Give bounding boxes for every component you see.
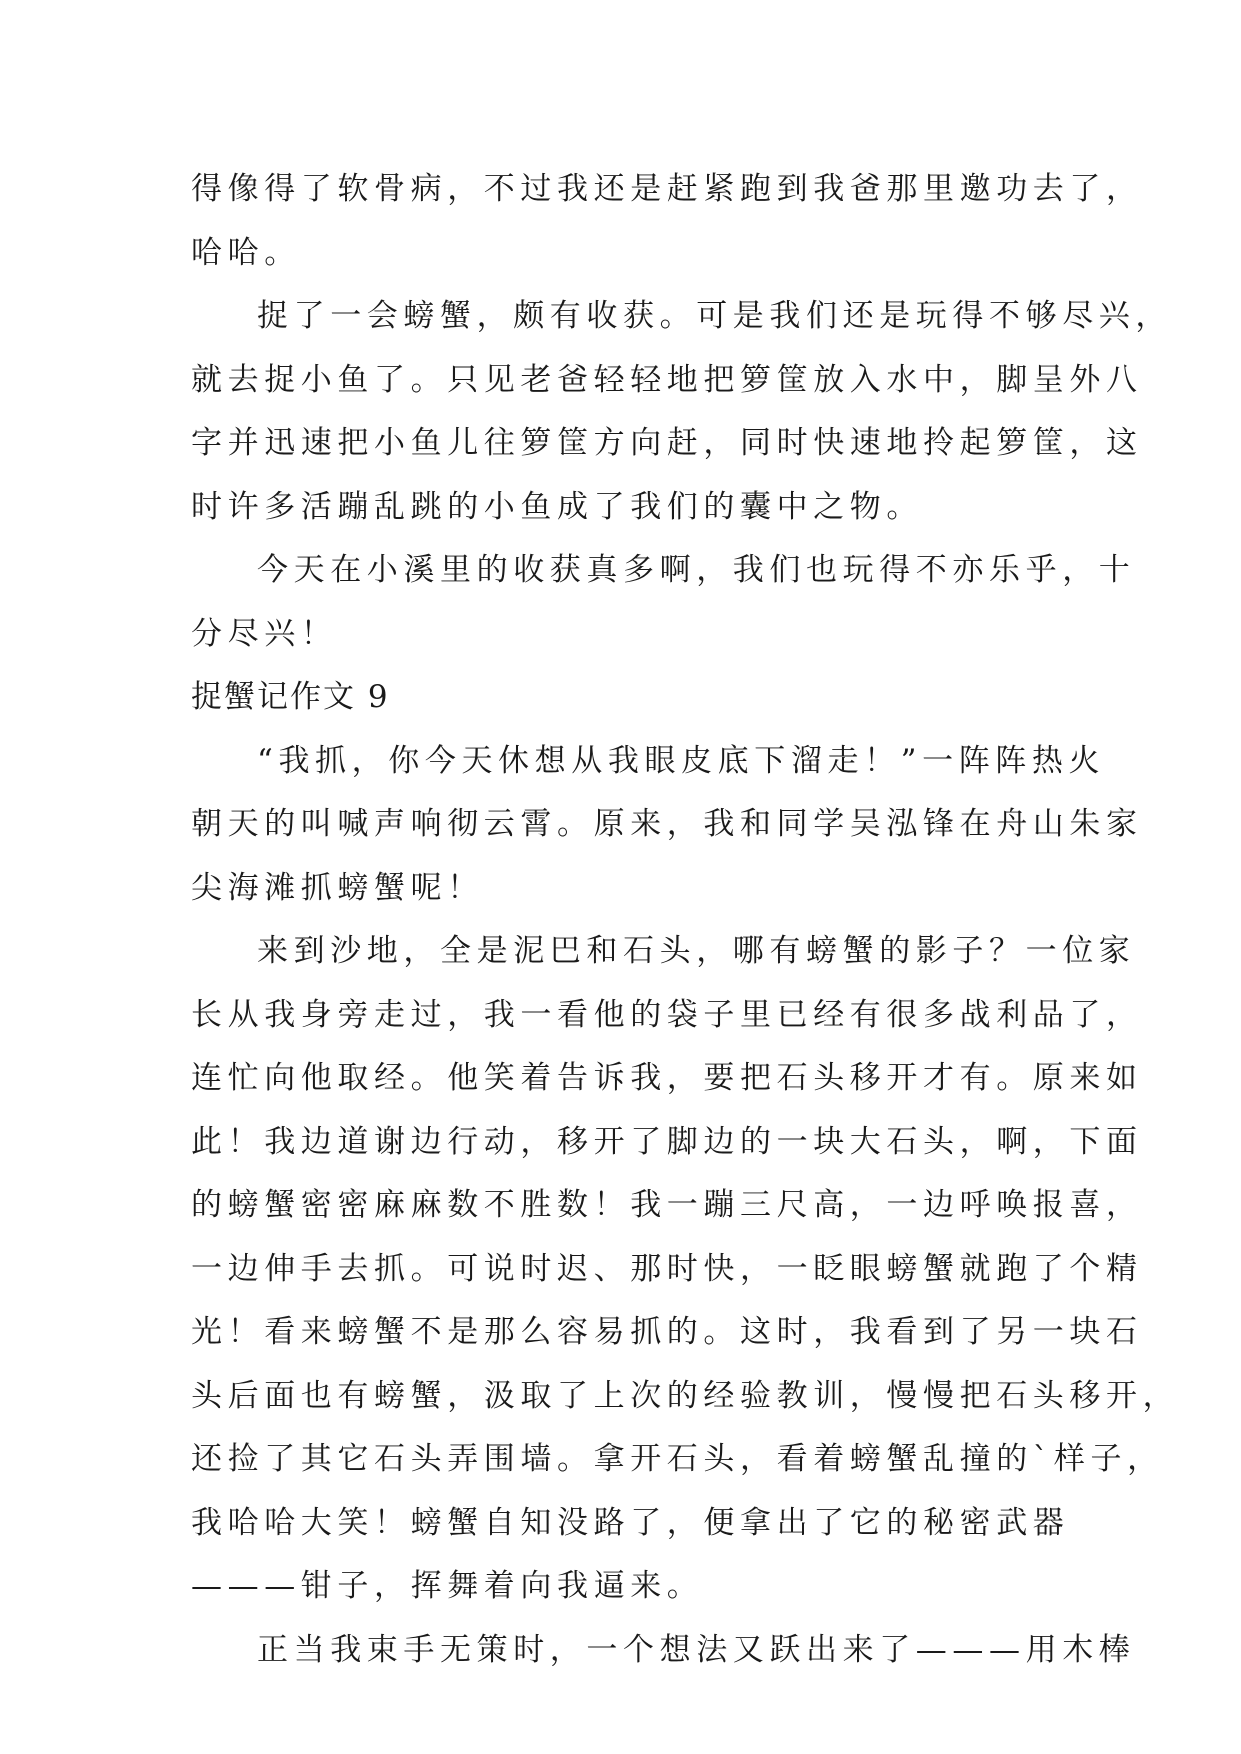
- paragraph-first-line: 正当我束手无策时，一个想法又跃出来了———用木棒: [257, 1631, 1136, 1668]
- text-line: 我哈哈大笑！螃蟹自知没路了，便拿出了它的秘密武器: [191, 1504, 1070, 1541]
- text-line: 还捡了其它石头弄围墙。拿开石头，看着螃蟹乱撞的`样子，: [191, 1441, 1164, 1477]
- text-line: 朝天的叫喊声响彻云霄。原来，我和同学吴泓锋在舟山朱家: [191, 806, 1143, 842]
- text-line: 时许多活蹦乱跳的小鱼成了我们的囊中之物。: [191, 488, 923, 525]
- text-line: 分尽兴！: [191, 615, 338, 652]
- text-line: 字并迅速把小鱼儿往箩筐方向赶，同时快速地拎起箩筐，这: [191, 425, 1143, 461]
- section-title: 捉蟹记作文 9: [191, 679, 390, 715]
- paragraph-first-line: 今天在小溪里的收获真多啊，我们也玩得不亦乐乎，十: [257, 552, 1136, 588]
- paragraph-first-line: 来到沙地，全是泥巴和石头，哪有螃蟹的影子？一位家: [257, 933, 1136, 969]
- text-line: 得像得了软骨病，不过我还是赶紧跑到我爸那里邀功去了，: [191, 171, 1143, 207]
- text-line: 长从我身旁走过，我一看他的袋子里已经有很多战利品了，: [191, 996, 1143, 1033]
- text-line: 就去捉小鱼了。只见老爸轻轻地把箩筐放入水中，脚呈外八: [191, 361, 1143, 398]
- text-line: ———钳子，挥舞着向我逼来。: [191, 1568, 704, 1604]
- text-line: 哈哈。: [191, 234, 301, 271]
- document-page: [191, 158, 1180, 1682]
- paragraph-first-line: “我抓，你今天休想从我眼皮底下溜走！”一阵阵热火: [257, 742, 1106, 779]
- text-line: 光！看来螃蟹不是那么容易抓的。这时，我看到了另一块石: [191, 1314, 1143, 1350]
- text-line: 连忙向他取经。他笑着告诉我，要把石头移开才有。原来如: [191, 1060, 1143, 1096]
- text-line: 一边伸手去抓。可说时迟、那时快，一眨眼螃蟹就跑了个精: [191, 1250, 1143, 1287]
- text-line: 的螃蟹密密麻麻数不胜数！我一蹦三尺高，一边呼唤报喜，: [191, 1187, 1143, 1223]
- text-line: 尖海滩抓螃蟹呢！: [191, 869, 484, 906]
- paragraph-first-line: 捉了一会螃蟹，颇有收获。可是我们还是玩得不够尽兴，: [257, 298, 1172, 334]
- text-line: 此！我边道谢边行动，移开了脚边的一块大石头，啊，下面: [191, 1123, 1143, 1160]
- text-line: 头后面也有螃蟹，汲取了上次的经验教训，慢慢把石头移开，: [191, 1377, 1180, 1414]
